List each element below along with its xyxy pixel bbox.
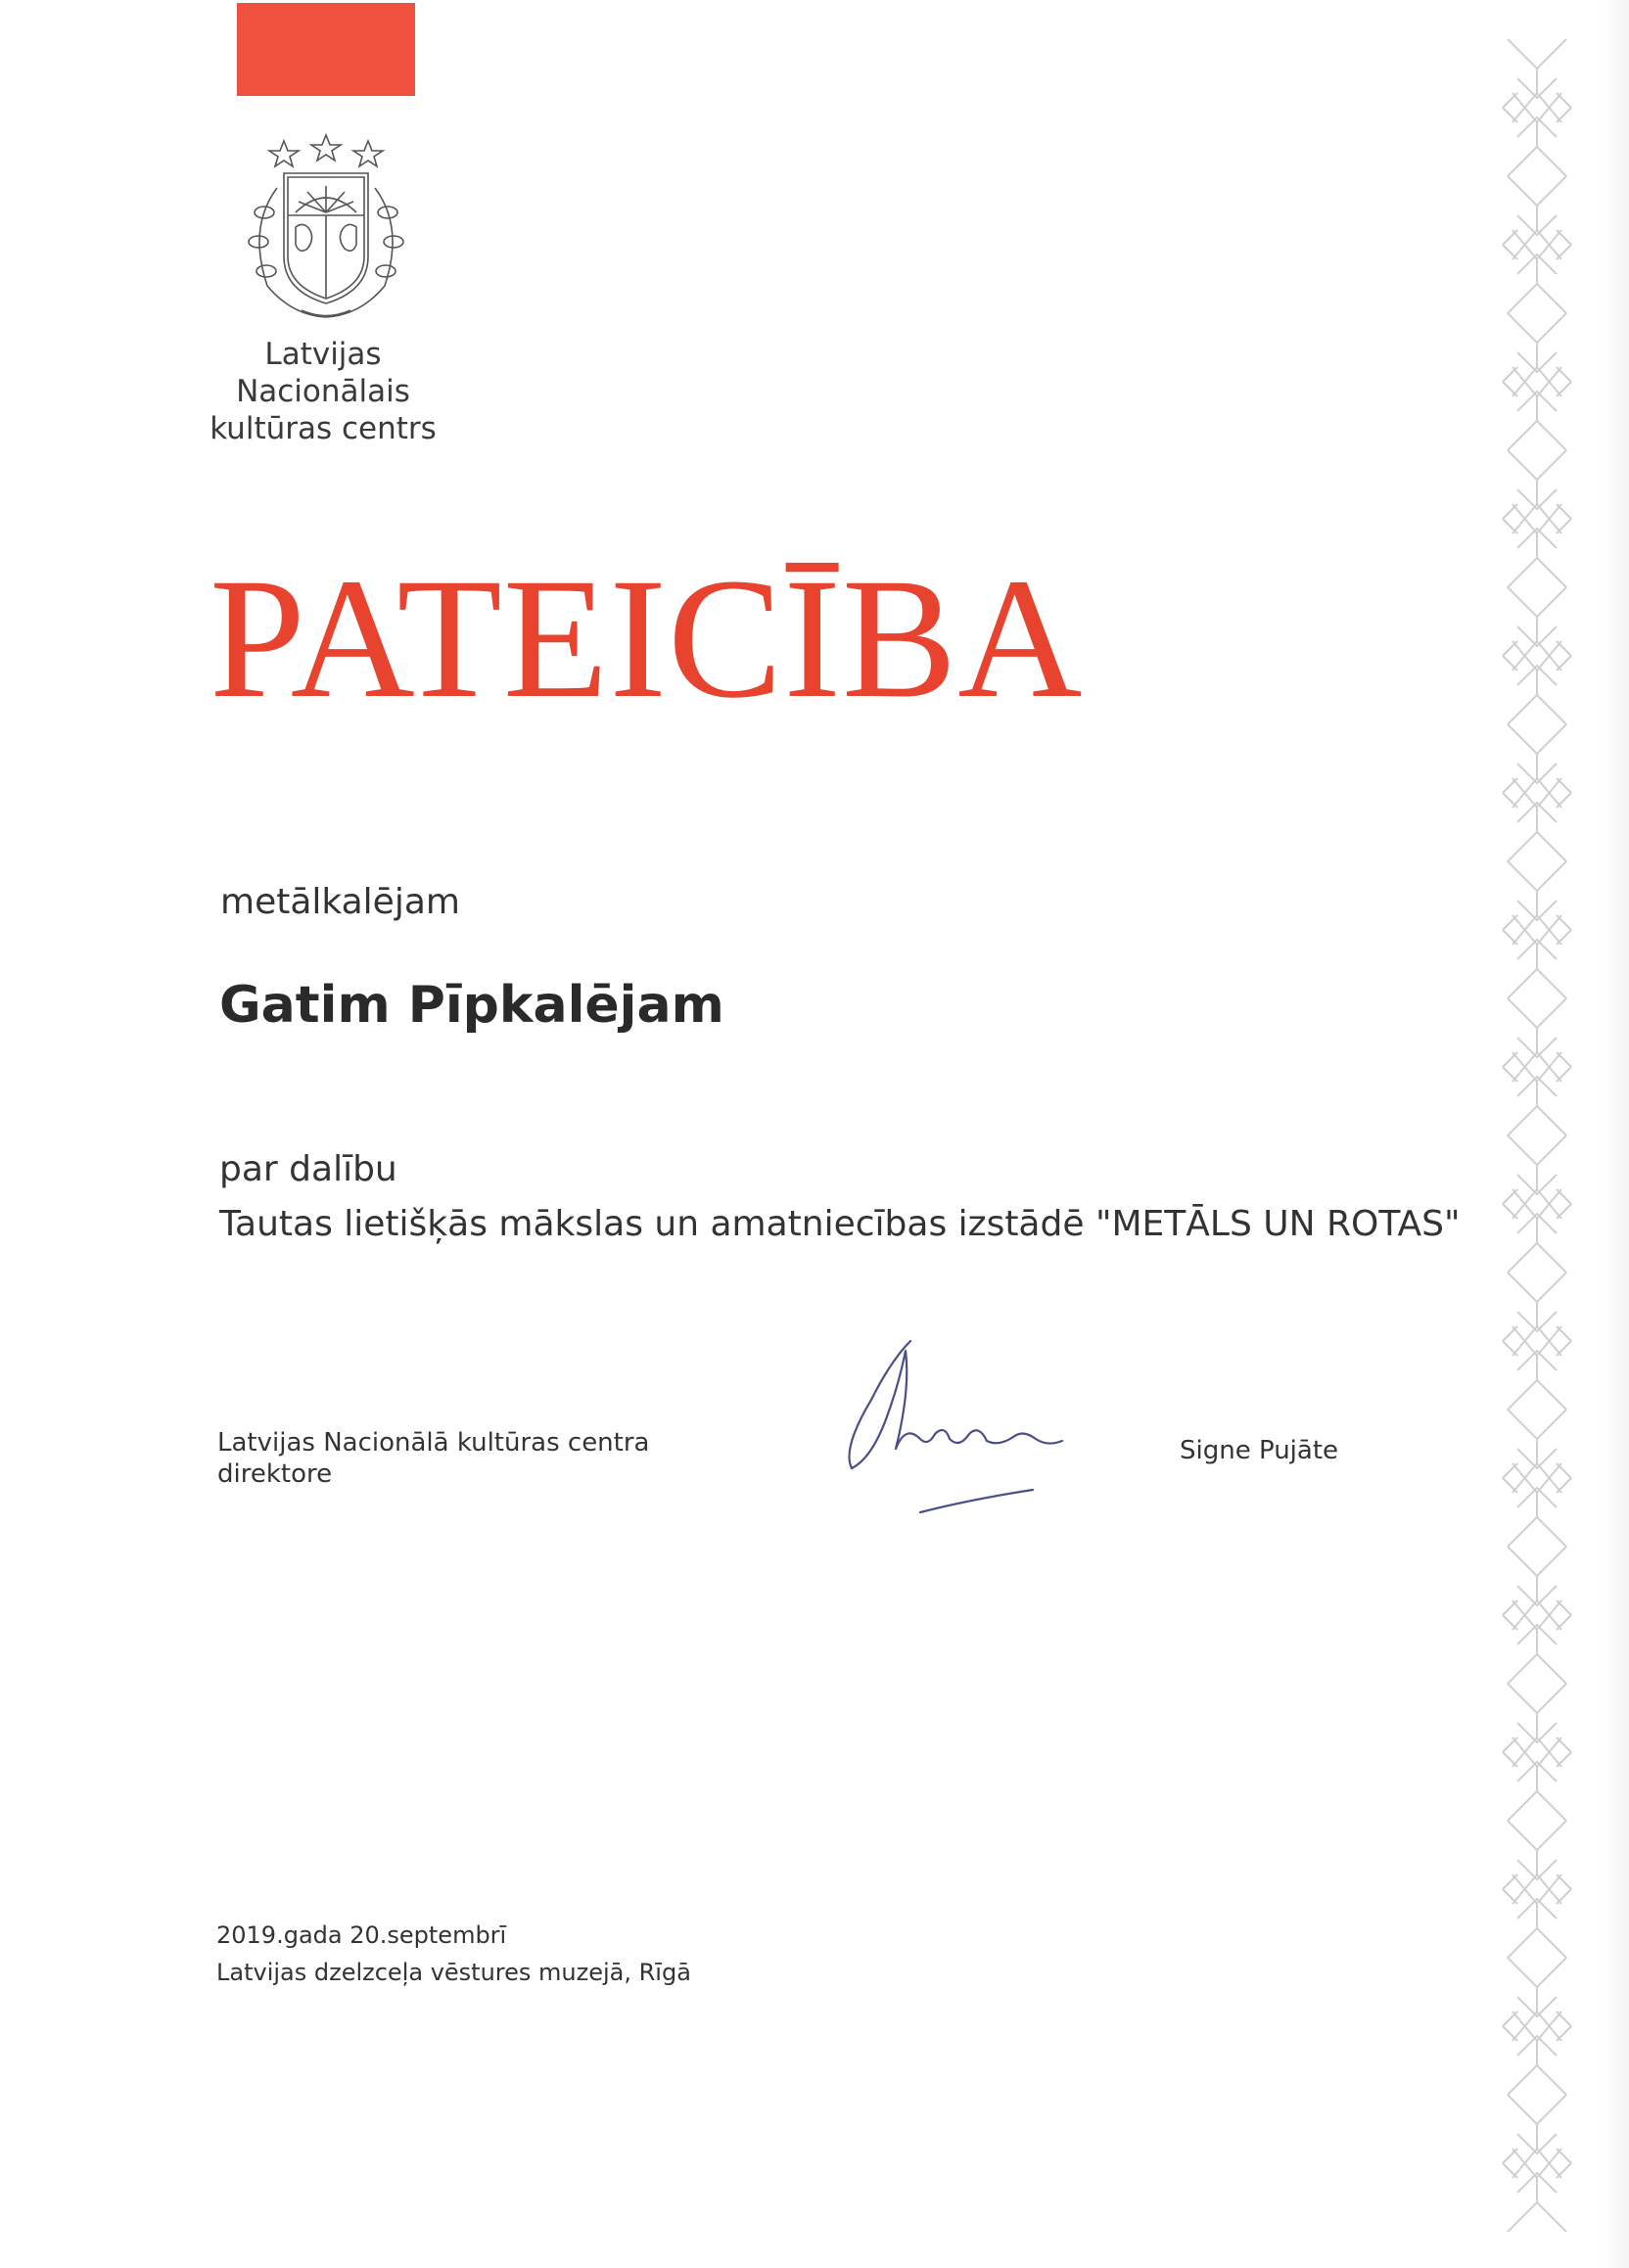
organization-name	[176, 336, 470, 447]
reason-line2: Tautas lietišķās mākslas un amatniecības izstādē "METĀLS UN ROTAS"	[219, 1204, 1461, 1244]
recipient-role: metālkalējam	[220, 882, 460, 922]
folk-ornament-border	[1498, 39, 1576, 2232]
signatory-title-line1: Latvijas Nacionālā kultūras centra	[217, 1428, 650, 1458]
footer	[216, 1917, 691, 1991]
organization-name-line1: Latvijas Nacionālais	[236, 337, 410, 409]
red-brand-block	[237, 3, 415, 96]
coat-of-arms-icon	[223, 129, 429, 325]
paper-edge	[1604, 0, 1629, 2268]
footer-place: Latvijas dzelzceļa vēstures muzejā, Rīgā	[216, 1959, 691, 1986]
recipient-name: Gatim Pīpkalējam	[219, 976, 724, 1035]
signatory-name: Signe Pujāte	[1180, 1436, 1339, 1465]
handwritten-signature	[813, 1331, 1126, 1527]
certificate-title: PATEICĪBA	[209, 543, 1084, 734]
footer-date: 2019.gada 20.septembrī	[216, 1921, 507, 1949]
reason-line1: par dalību	[219, 1149, 397, 1189]
signatory-title	[217, 1427, 707, 1490]
signatory-title-line2: direktore	[217, 1459, 333, 1489]
organization-name-line2: kultūras centrs	[209, 411, 437, 446]
